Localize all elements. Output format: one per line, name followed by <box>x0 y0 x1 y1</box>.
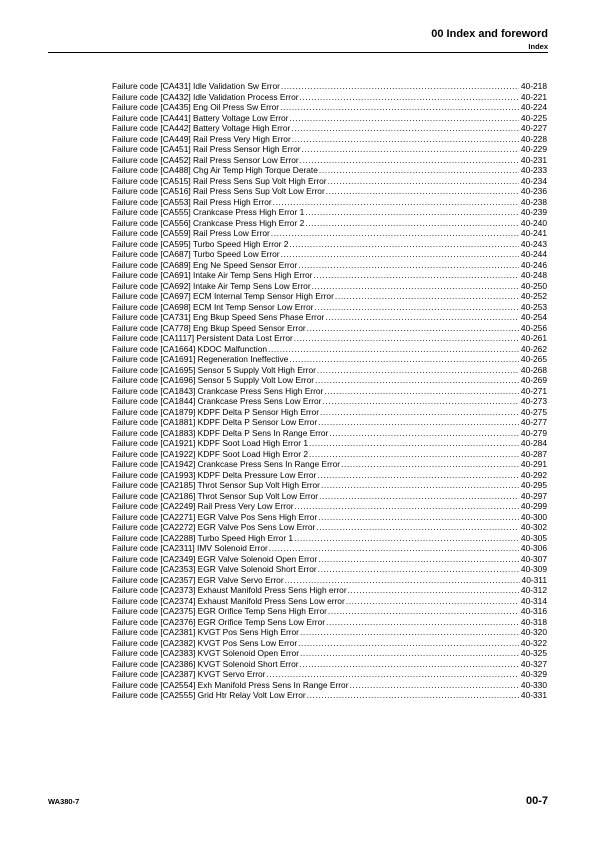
index-entry[interactable] <box>112 417 547 428</box>
entry-page: 40-284 <box>520 438 547 448</box>
index-entry[interactable] <box>112 438 547 449</box>
entry-page: 40-277 <box>520 417 547 427</box>
index-entry[interactable] <box>112 92 547 103</box>
dot-leader <box>271 228 519 239</box>
dot-leader <box>309 449 519 460</box>
entry-label: Failure code [CA2357] EGR Valve Servo Error <box>112 574 284 585</box>
entry-label: Failure code [CA515] Rail Press Sens Sup Volt High Error <box>112 175 327 186</box>
index-entry[interactable] <box>112 270 547 281</box>
entry-label: Failure code [CA1844] Crankcase Press Sens Low Error <box>112 396 322 406</box>
index-entry[interactable] <box>112 659 547 670</box>
index-entry[interactable] <box>112 627 547 638</box>
dot-leader <box>266 669 518 680</box>
entry-label: Failure code [CA442] Battery Voltage High Error <box>112 123 291 133</box>
entry-label: Failure code [CA431] Idle Validation Sw Error <box>112 81 280 91</box>
entry-label: Failure code [CA555] Crankcase Press High Error 1 <box>112 207 305 217</box>
entry-label: Failure code [CA2311] IMV Solenoid Error <box>112 543 268 553</box>
index-entry[interactable] <box>112 113 547 124</box>
dot-leader <box>300 155 519 166</box>
entry-page: 40-227 <box>520 123 547 133</box>
index-entry[interactable] <box>112 648 547 659</box>
index-entry[interactable] <box>112 81 547 92</box>
index-entry[interactable] <box>112 449 547 460</box>
dot-leader <box>317 365 519 376</box>
entry-label: Failure code [CA2373] Exhaust Manifold Press Sens High error <box>112 585 347 595</box>
entry-label: Failure code [CA687] Turbo Speed Low Error <box>112 249 280 259</box>
index-entry[interactable] <box>112 407 547 418</box>
index-entry[interactable] <box>112 375 547 386</box>
entry-page: 40-295 <box>520 480 547 490</box>
entry-label: Failure code [CA1921] KDPF Soot Load High Error 1 <box>112 438 308 448</box>
index-entry[interactable] <box>112 249 547 260</box>
dot-leader <box>273 197 519 208</box>
dot-leader <box>289 113 518 124</box>
dot-leader <box>281 249 519 260</box>
index-entry[interactable] <box>112 501 547 512</box>
entry-page: 40-316 <box>520 606 547 616</box>
entry-page: 40-287 <box>520 448 547 459</box>
dot-leader <box>314 302 519 313</box>
entry-label: Failure code [CA1883] KDPF Delta P Sens In Range Error <box>112 427 329 438</box>
entry-page: 40-250 <box>520 280 547 291</box>
page-number: 00-7 <box>525 795 548 807</box>
entry-page: 40-244 <box>520 249 547 259</box>
entry-label: Failure code [CA452] Rail Press Sensor Low Error <box>112 154 299 165</box>
dot-leader <box>268 344 519 355</box>
entry-page: 40-225 <box>520 112 547 123</box>
index-entry[interactable] <box>112 680 547 691</box>
dot-leader <box>317 470 519 481</box>
index-entry[interactable] <box>112 386 547 397</box>
index-entry[interactable] <box>112 344 547 355</box>
entry-label: Failure code [CA553] Rail Press High Error <box>112 196 272 207</box>
entry-label: Failure code [CA2374] Exhaust Manifold Press Sens Low error <box>112 595 345 606</box>
index-entry[interactable] <box>112 554 547 565</box>
index-entry[interactable] <box>112 428 547 439</box>
dot-leader <box>313 270 518 281</box>
entry-page: 40-322 <box>520 637 547 648</box>
entry-page: 40-231 <box>520 154 547 165</box>
dot-leader <box>285 575 520 586</box>
entry-label: Failure code [CA2185] Throt Sensor Sup Volt High Error <box>112 480 320 490</box>
entry-page: 40-238 <box>520 196 547 207</box>
dot-leader <box>335 291 519 302</box>
index-entry[interactable] <box>112 480 547 491</box>
dot-leader <box>341 459 519 470</box>
dot-leader <box>328 176 519 187</box>
index-entry[interactable] <box>112 690 547 701</box>
entry-page: 40-279 <box>520 427 547 438</box>
index-entry[interactable] <box>112 312 547 323</box>
entry-label: Failure code [CA2555] Grid Htr Relay Volt Low Error <box>112 690 306 700</box>
entry-label: Failure code [CA2376] EGR Orifice Temp Sens Low Error <box>112 616 326 627</box>
index-entry[interactable] <box>112 197 547 208</box>
entry-label: Failure code [CA2381] KVGT Pos Sens High Error <box>112 627 299 637</box>
entry-page: 40-271 <box>520 385 547 396</box>
dot-leader <box>322 396 518 407</box>
entry-label: Failure code [CA731] Eng Bkup Speed Sens Phase Error <box>112 312 325 322</box>
dot-leader <box>305 218 519 229</box>
index-entry[interactable] <box>112 155 547 166</box>
dot-leader <box>315 375 519 386</box>
entry-page: 40-307 <box>520 553 547 564</box>
entry-page: 40-256 <box>520 322 547 333</box>
dot-leader <box>269 543 519 554</box>
dot-leader <box>281 81 519 92</box>
dot-leader <box>292 134 519 145</box>
entry-page: 40-234 <box>520 175 547 186</box>
dot-leader <box>300 648 519 659</box>
section-title: 00 Index and foreword <box>431 28 548 40</box>
dot-leader <box>280 102 519 113</box>
entry-label: Failure code [CA559] Rail Press Low Error <box>112 228 270 238</box>
index-entry[interactable] <box>112 186 547 197</box>
entry-page: 40-224 <box>520 102 547 112</box>
entry-page: 40-312 <box>520 585 547 595</box>
entry-label: Failure code [CA451] Rail Press Sensor High Error <box>112 144 301 154</box>
entry-page: 40-254 <box>520 312 547 322</box>
entry-label: Failure code [CA691] Intake Air Temp Sens High Error <box>112 270 313 280</box>
index-entry[interactable] <box>112 669 547 680</box>
entry-page: 40-218 <box>520 81 547 91</box>
dot-leader <box>326 617 519 628</box>
entry-page: 40-253 <box>520 301 547 312</box>
index-entry[interactable] <box>112 333 547 344</box>
dot-leader <box>324 386 519 397</box>
entry-label: Failure code [CA778] Eng Bkup Speed Sensor Error <box>112 322 306 333</box>
index-entry[interactable] <box>112 165 547 176</box>
entry-label: Failure code [CA432] Idle Validation Process Error <box>112 91 299 102</box>
dot-leader <box>298 260 519 271</box>
entry-label: Failure code [CA516] Rail Press Sens Sup Volt Low Error <box>112 186 325 196</box>
index-entry[interactable] <box>112 281 547 292</box>
index-entry[interactable] <box>112 176 547 187</box>
entry-label: Failure code [CA1879] KDPF Delta P Sensor High Error <box>112 406 319 417</box>
entry-page: 40-309 <box>520 564 547 574</box>
entry-page: 40-331 <box>520 690 547 700</box>
dot-leader <box>307 690 519 701</box>
index-entry[interactable] <box>112 260 547 271</box>
entry-page: 40-269 <box>520 375 547 385</box>
entry-label: Failure code [CA1691] Regeneration Ineffective <box>112 354 289 364</box>
index-entry[interactable] <box>112 218 547 229</box>
dot-leader <box>326 186 519 197</box>
dot-leader <box>318 417 519 428</box>
entry-label: Failure code [CA2272] EGR Valve Pos Sens Low Error <box>112 522 316 532</box>
dot-leader <box>349 680 518 691</box>
dot-leader <box>307 323 519 334</box>
entry-label: Failure code [CA441] Battery Voltage Low Error <box>112 112 289 123</box>
index-entry[interactable] <box>112 512 547 523</box>
dot-leader <box>318 564 519 575</box>
entry-page: 40-327 <box>520 658 547 669</box>
entry-page: 40-243 <box>520 238 547 249</box>
entry-page: 40-292 <box>520 469 547 480</box>
entry-page: 40-311 <box>521 574 547 585</box>
dot-leader <box>316 522 519 533</box>
entry-label: Failure code [CA1843] Crankcase Press Sens High Error <box>112 385 324 396</box>
entry-label: Failure code [CA449] Rail Press Very High Error <box>112 133 291 144</box>
index-entry[interactable] <box>112 228 547 239</box>
dot-leader <box>319 491 519 502</box>
entry-page: 40-233 <box>520 165 547 175</box>
entry-label: Failure code [CA1664] KDOC Malfunction <box>112 343 268 354</box>
entry-label: Failure code [CA435] Eng Oil Press Sw Error <box>112 102 280 112</box>
index-entry[interactable] <box>112 365 547 376</box>
entry-page: 40-306 <box>520 543 547 553</box>
index-entry[interactable] <box>112 491 547 502</box>
entry-page: 40-297 <box>520 490 547 501</box>
dot-leader <box>312 281 519 292</box>
dot-leader <box>294 333 519 344</box>
index-entry[interactable] <box>112 543 547 554</box>
entry-page: 40-236 <box>520 186 547 196</box>
header-divider <box>48 52 548 53</box>
entry-page: 40-329 <box>520 669 547 679</box>
entry-label: Failure code [CA2375] EGR Orifice Temp Sens High Error <box>112 606 327 616</box>
entry-page: 40-252 <box>520 291 547 301</box>
entry-page: 40-302 <box>520 522 547 532</box>
dot-leader <box>289 354 519 365</box>
entry-page: 40-246 <box>520 259 547 270</box>
entry-page: 40-330 <box>520 679 547 690</box>
entry-page: 40-248 <box>520 270 547 280</box>
entry-page: 40-305 <box>520 532 547 543</box>
entry-page: 40-262 <box>520 343 547 354</box>
index-entry[interactable] <box>112 134 547 145</box>
index-entry[interactable] <box>112 606 547 617</box>
index-entry[interactable] <box>112 144 547 155</box>
entry-label: Failure code [CA488] Chg Air Temp High Torque Derate <box>112 165 318 175</box>
entry-label: Failure code [CA2382] KVGT Pos Sens Low Error <box>112 637 298 648</box>
index-entry[interactable] <box>112 102 547 113</box>
entry-label: Failure code [CA698] ECM Int Temp Sensor Low Error <box>112 301 314 312</box>
dot-leader <box>300 92 519 103</box>
index-entry[interactable] <box>112 638 547 649</box>
entry-label: Failure code [CA697] ECM Internal Temp Sensor High Error <box>112 291 334 301</box>
index-entry[interactable] <box>112 459 547 470</box>
dot-leader <box>319 165 519 176</box>
entry-page: 40-261 <box>520 333 547 343</box>
dot-leader <box>325 312 519 323</box>
index-entry[interactable] <box>112 207 547 218</box>
entry-label: Failure code [CA692] Intake Air Temp Sens Low Error <box>112 280 311 291</box>
entry-page: 40-265 <box>520 354 547 364</box>
dot-leader <box>291 123 519 134</box>
entry-page: 40-273 <box>520 396 547 406</box>
entry-label: Failure code [CA2353] EGR Valve Solenoid Short Error <box>112 564 317 574</box>
entry-label: Failure code [CA1942] Crankcase Press Sens In Range Error <box>112 459 341 469</box>
model-label: WA380-7 <box>48 797 80 806</box>
index-entry[interactable] <box>112 354 547 365</box>
entry-page: 40-314 <box>520 595 547 606</box>
dot-leader <box>309 438 519 449</box>
entry-page: 40-268 <box>520 364 547 375</box>
index-entry[interactable] <box>112 596 547 607</box>
dot-leader <box>320 407 519 418</box>
index-entry[interactable] <box>112 575 547 586</box>
entry-label: Failure code [CA556] Crankcase Press High Error 2 <box>112 217 305 228</box>
entry-label: Failure code [CA1881] KDPF Delta P Sensor Low Error <box>112 417 318 427</box>
entry-page: 40-239 <box>520 207 547 217</box>
dot-leader <box>302 144 519 155</box>
index-entry[interactable] <box>112 323 547 334</box>
dot-leader <box>329 428 519 439</box>
dot-leader <box>346 596 519 607</box>
entry-label: Failure code [CA2288] Turbo Speed High Error 1 <box>112 532 294 543</box>
entry-label: Failure code [CA1922] KDPF Soot Load High Error 2 <box>112 448 308 459</box>
index-entry[interactable] <box>112 617 547 628</box>
index-entry[interactable] <box>112 470 547 481</box>
entry-page: 40-299 <box>520 501 547 511</box>
index-entry[interactable] <box>112 564 547 575</box>
entry-label: Failure code [CA2186] Throt Sensor Sup Volt Low Error <box>112 490 319 501</box>
index-entry[interactable] <box>112 123 547 134</box>
entry-page: 40-320 <box>520 627 547 637</box>
entry-page: 40-229 <box>520 144 547 154</box>
entry-label: Failure code [CA1993] KDPF Delta Pressure Low Error <box>112 469 317 480</box>
dot-leader <box>294 533 519 544</box>
entry-label: Failure code [CA2249] Rail Press Very Low Error <box>112 501 294 511</box>
dot-leader <box>295 501 519 512</box>
dot-leader <box>328 606 519 617</box>
entry-page: 40-275 <box>520 406 547 417</box>
section-subtitle: Index <box>528 42 548 51</box>
entry-label: Failure code [CA2271] EGR Valve Pos Sens High Error <box>112 511 318 522</box>
dot-leader <box>348 585 519 596</box>
index-list <box>112 81 547 701</box>
dot-leader <box>289 239 518 250</box>
index-entry[interactable] <box>112 396 547 407</box>
dot-leader <box>318 554 519 565</box>
entry-page: 40-221 <box>520 91 547 102</box>
entry-page: 40-291 <box>520 459 547 469</box>
entry-label: Failure code [CA2387] KVGT Servo Error <box>112 669 266 679</box>
entry-page: 40-325 <box>520 648 547 658</box>
entry-label: Failure code [CA2383] KVGT Solenoid Open Error <box>112 648 299 658</box>
entry-label: Failure code [CA689] Eng Ne Speed Sensor Error <box>112 259 298 270</box>
entry-label: Failure code [CA2349] EGR Valve Solenoid Open Error <box>112 553 318 564</box>
index-entry[interactable] <box>112 291 547 302</box>
entry-label: Failure code [CA1695] Sensor 5 Supply Volt High Error <box>112 364 316 375</box>
dot-leader <box>300 627 519 638</box>
dot-leader <box>300 659 519 670</box>
entry-page: 40-240 <box>520 217 547 228</box>
index-entry[interactable] <box>112 522 547 533</box>
entry-page: 40-241 <box>520 228 547 238</box>
index-entry[interactable] <box>112 533 547 544</box>
dot-leader <box>305 207 519 218</box>
dot-leader <box>318 512 519 523</box>
entry-label: Failure code [CA595] Turbo Speed High Error 2 <box>112 238 289 249</box>
entry-page: 40-300 <box>520 511 547 522</box>
entry-page: 40-228 <box>520 133 547 144</box>
entry-label: Failure code [CA2554] Exh Manifold Press Sens In Range Error <box>112 679 349 690</box>
entry-label: Failure code [CA1117] Persistent Data Lost Error <box>112 333 293 343</box>
entry-page: 40-318 <box>520 616 547 627</box>
entry-label: Failure code [CA2386] KVGT Solenoid Short Error <box>112 658 299 669</box>
index-entry[interactable] <box>112 302 547 313</box>
dot-leader <box>298 638 519 649</box>
index-entry[interactable] <box>112 585 547 596</box>
entry-label: Failure code [CA1696] Sensor 5 Supply Volt Low Error <box>112 375 315 385</box>
index-entry[interactable] <box>112 239 547 250</box>
dot-leader <box>321 480 519 491</box>
